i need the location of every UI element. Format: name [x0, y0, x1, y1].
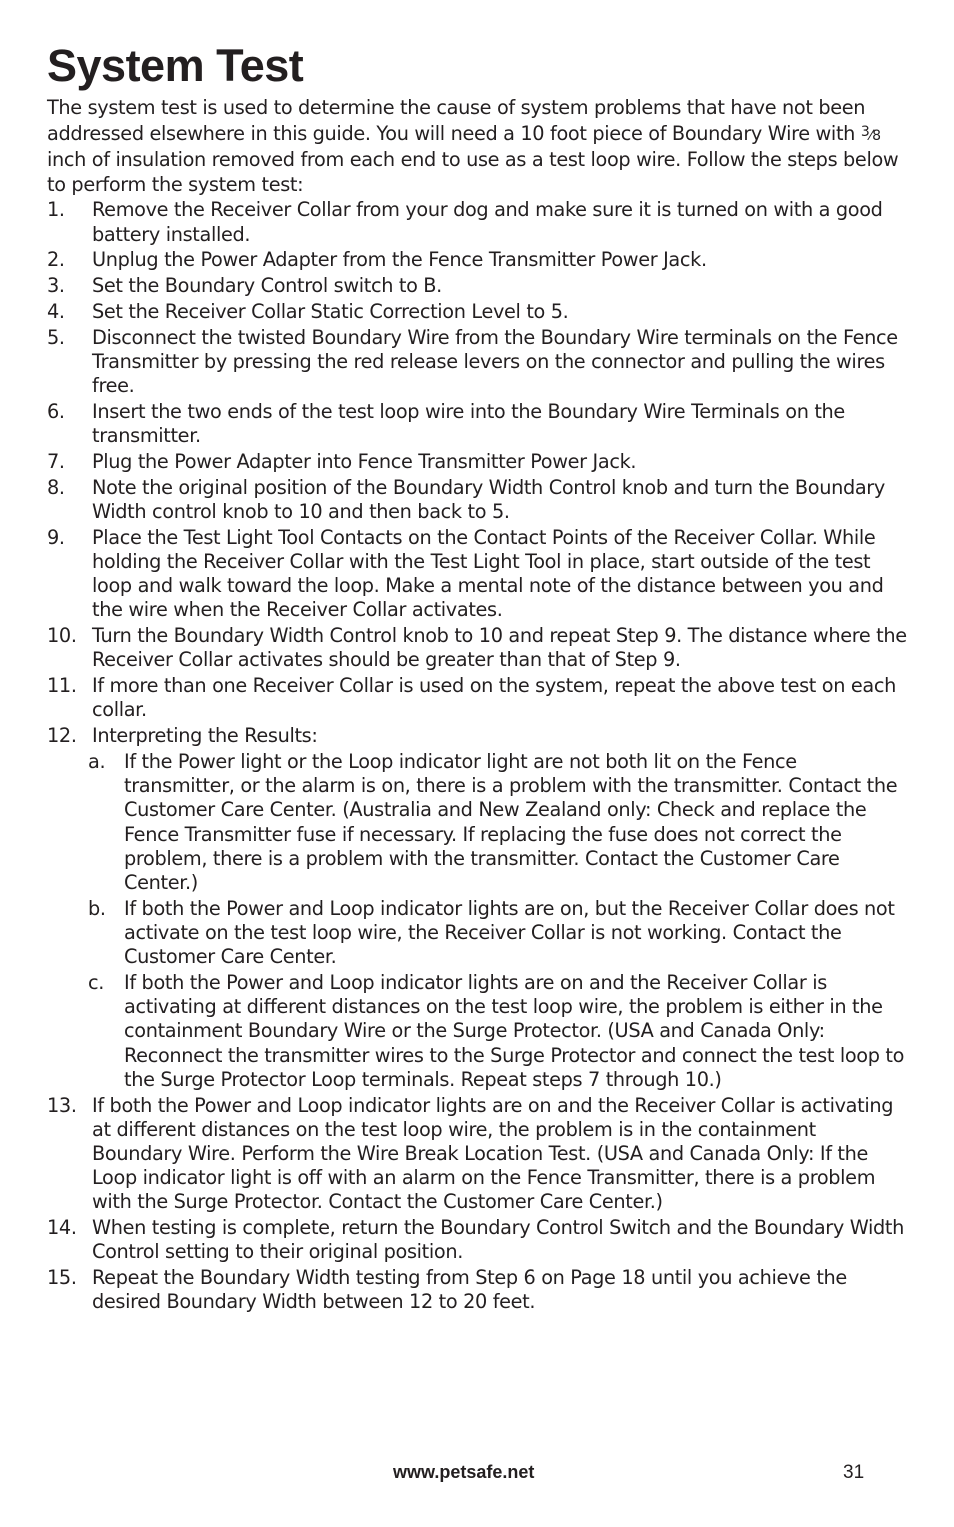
results-sublist [90, 750, 911, 1092]
step-item [47, 624, 911, 672]
step-text: Plug the Power Adapter into Fence Transmitter Power Jack. [92, 450, 637, 473]
intro-paragraph [47, 96, 911, 197]
substep-text: If both the Power and Loop indicator lights are on, but the Receiver Collar does not activate on the test loop wire, the Receiver Collar is not working. Contact the Customer Care Center. [124, 896, 895, 969]
fraction-denominator: 8 [872, 128, 881, 145]
step-text: Note the original position of the Boundary Width Control knob and turn the Boundary Width control knob to 10 and then back to 5. [92, 475, 885, 523]
step-item [47, 724, 911, 1092]
page-content [47, 96, 911, 1315]
step-number: 15. [47, 1266, 77, 1290]
step-item [47, 198, 911, 246]
intro-text-before: The system test is used to determine the cause of system problems that have not been addressed elsewhere in this guide. You will need a 10 foot piece of Boundary Wire with [47, 96, 866, 146]
step-item [47, 1216, 911, 1264]
step-item [47, 450, 911, 474]
page-title: System Test [47, 40, 304, 91]
step-text: Repeat the Boundary Width testing from Step 6 on Page 18 until you achieve the desired Boundary Width between 12 to 20 feet. [92, 1266, 847, 1314]
substep-letter: a. [88, 750, 106, 773]
step-item [47, 274, 911, 298]
step-number: 5. [47, 325, 65, 349]
step-number: 9. [47, 525, 65, 549]
step-text: Set the Receiver Collar Static Correction Level to 5. [92, 300, 569, 323]
step-text: When testing is complete, return the Boundary Control Switch and the Boundary Width Control setting to their original position. [92, 1216, 904, 1264]
step-text: If more than one Receiver Collar is used on the system, repeat the above test on each collar. [92, 674, 896, 722]
substep-item [90, 750, 911, 895]
step-item [47, 1094, 911, 1215]
step-text: Disconnect the twisted Boundary Wire from the Boundary Wire terminals on the Fence Transmitter by pressing the red release levers on the connector and pulling the wires free. [92, 325, 898, 398]
step-number: 6. [47, 400, 65, 423]
step-number: 4. [47, 300, 65, 323]
substep-item [90, 971, 911, 1092]
step-item [47, 326, 911, 399]
step-text: Turn the Boundary Width Control knob to 10 and repeat Step 9. The distance where the Receiver Collar activates should be greater than that of Step 9. [92, 624, 907, 672]
step-text: Set the Boundary Control switch to B. [92, 274, 442, 298]
step-item [47, 1266, 911, 1314]
step-number: 13. [47, 1093, 77, 1117]
step-number: 10. [47, 624, 77, 648]
step-number: 2. [47, 248, 65, 272]
step-number: 14. [47, 1216, 77, 1240]
steps-list [47, 198, 911, 1314]
step-text: Insert the two ends of the test loop wire into the Boundary Wire Terminals on the transmitter. [92, 400, 845, 448]
fraction-numerator: 3 [860, 124, 870, 141]
substep-letter: b. [88, 896, 106, 920]
step-text: Place the Test Light Tool Contacts on the Contact Points of the Receiver Collar. While holding the Receiver Collar with the Test Light Tool in place, start outside of the test loop and walk toward the loop. Make a mental note of the distance between you and the wire when the Receiver Collar activates. [92, 525, 884, 622]
step-text: Unplug the Power Adapter from the Fence Transmitter Power Jack. [92, 248, 707, 272]
step-number: 7. [47, 450, 65, 473]
substep-text: If the Power light or the Loop indicator light are not both lit on the Fence transmitter, or the alarm is on, there is a problem with the transmitter. Contact the Customer Care Center. (Australia and New Zealand only: Check and replace the Fence Transmitter fuse if necessary. If replacing the fuse does not correct the problem, there is a problem with the transmitter. Contact the Customer Care Center.) [124, 750, 898, 895]
step-item [47, 526, 911, 623]
step-item [47, 476, 911, 524]
step-number: 8. [47, 475, 65, 499]
step-number: 12. [47, 724, 77, 748]
step-number: 11. [47, 674, 77, 698]
step-text: Interpreting the Results: [92, 724, 318, 748]
footer-website: www.petsafe.net [393, 1462, 535, 1482]
step-item [47, 300, 911, 324]
step-number: 3. [47, 274, 65, 298]
fraction-separator: ⁄ [869, 128, 873, 145]
step-item [47, 674, 911, 722]
intro-text-after: inch of insulation removed from each end to use as a test loop wire. Follow the steps below to perform the system test: [47, 148, 899, 196]
step-text: Remove the Receiver Collar from your dog and make sure it is turned on with a good battery installed. [92, 198, 883, 246]
step-text: If both the Power and Loop indicator lights are on and the Receiver Collar is activating at different distances on the test loop wire, the problem is in the containment Boundary Wire. Perform the Wire Break Location Test. (USA and Canada Only: If the Loop indicator light is off with an alarm on the Fence Transmitter, there is a problem with the Surge Protector. Contact the Customer Care Center.) [92, 1093, 894, 1214]
page-number: 31 [843, 1462, 865, 1483]
step-item [47, 400, 911, 448]
step-item [47, 248, 911, 272]
substep-letter: c. [88, 971, 105, 995]
substep-text: If both the Power and Loop indicator lights are on and the Receiver Collar is activating at different distances on the test loop wire, the problem is either in the containment Boundary Wire or the Surge Protector. (USA and Canada Only: Reconnect the transmitter wires to the Surge Protector and connect the test loop to the Surge Protector Loop terminals. Repeat steps 7 through 10.) [124, 971, 905, 1091]
substep-item [90, 897, 911, 970]
step-number: 1. [47, 198, 65, 222]
